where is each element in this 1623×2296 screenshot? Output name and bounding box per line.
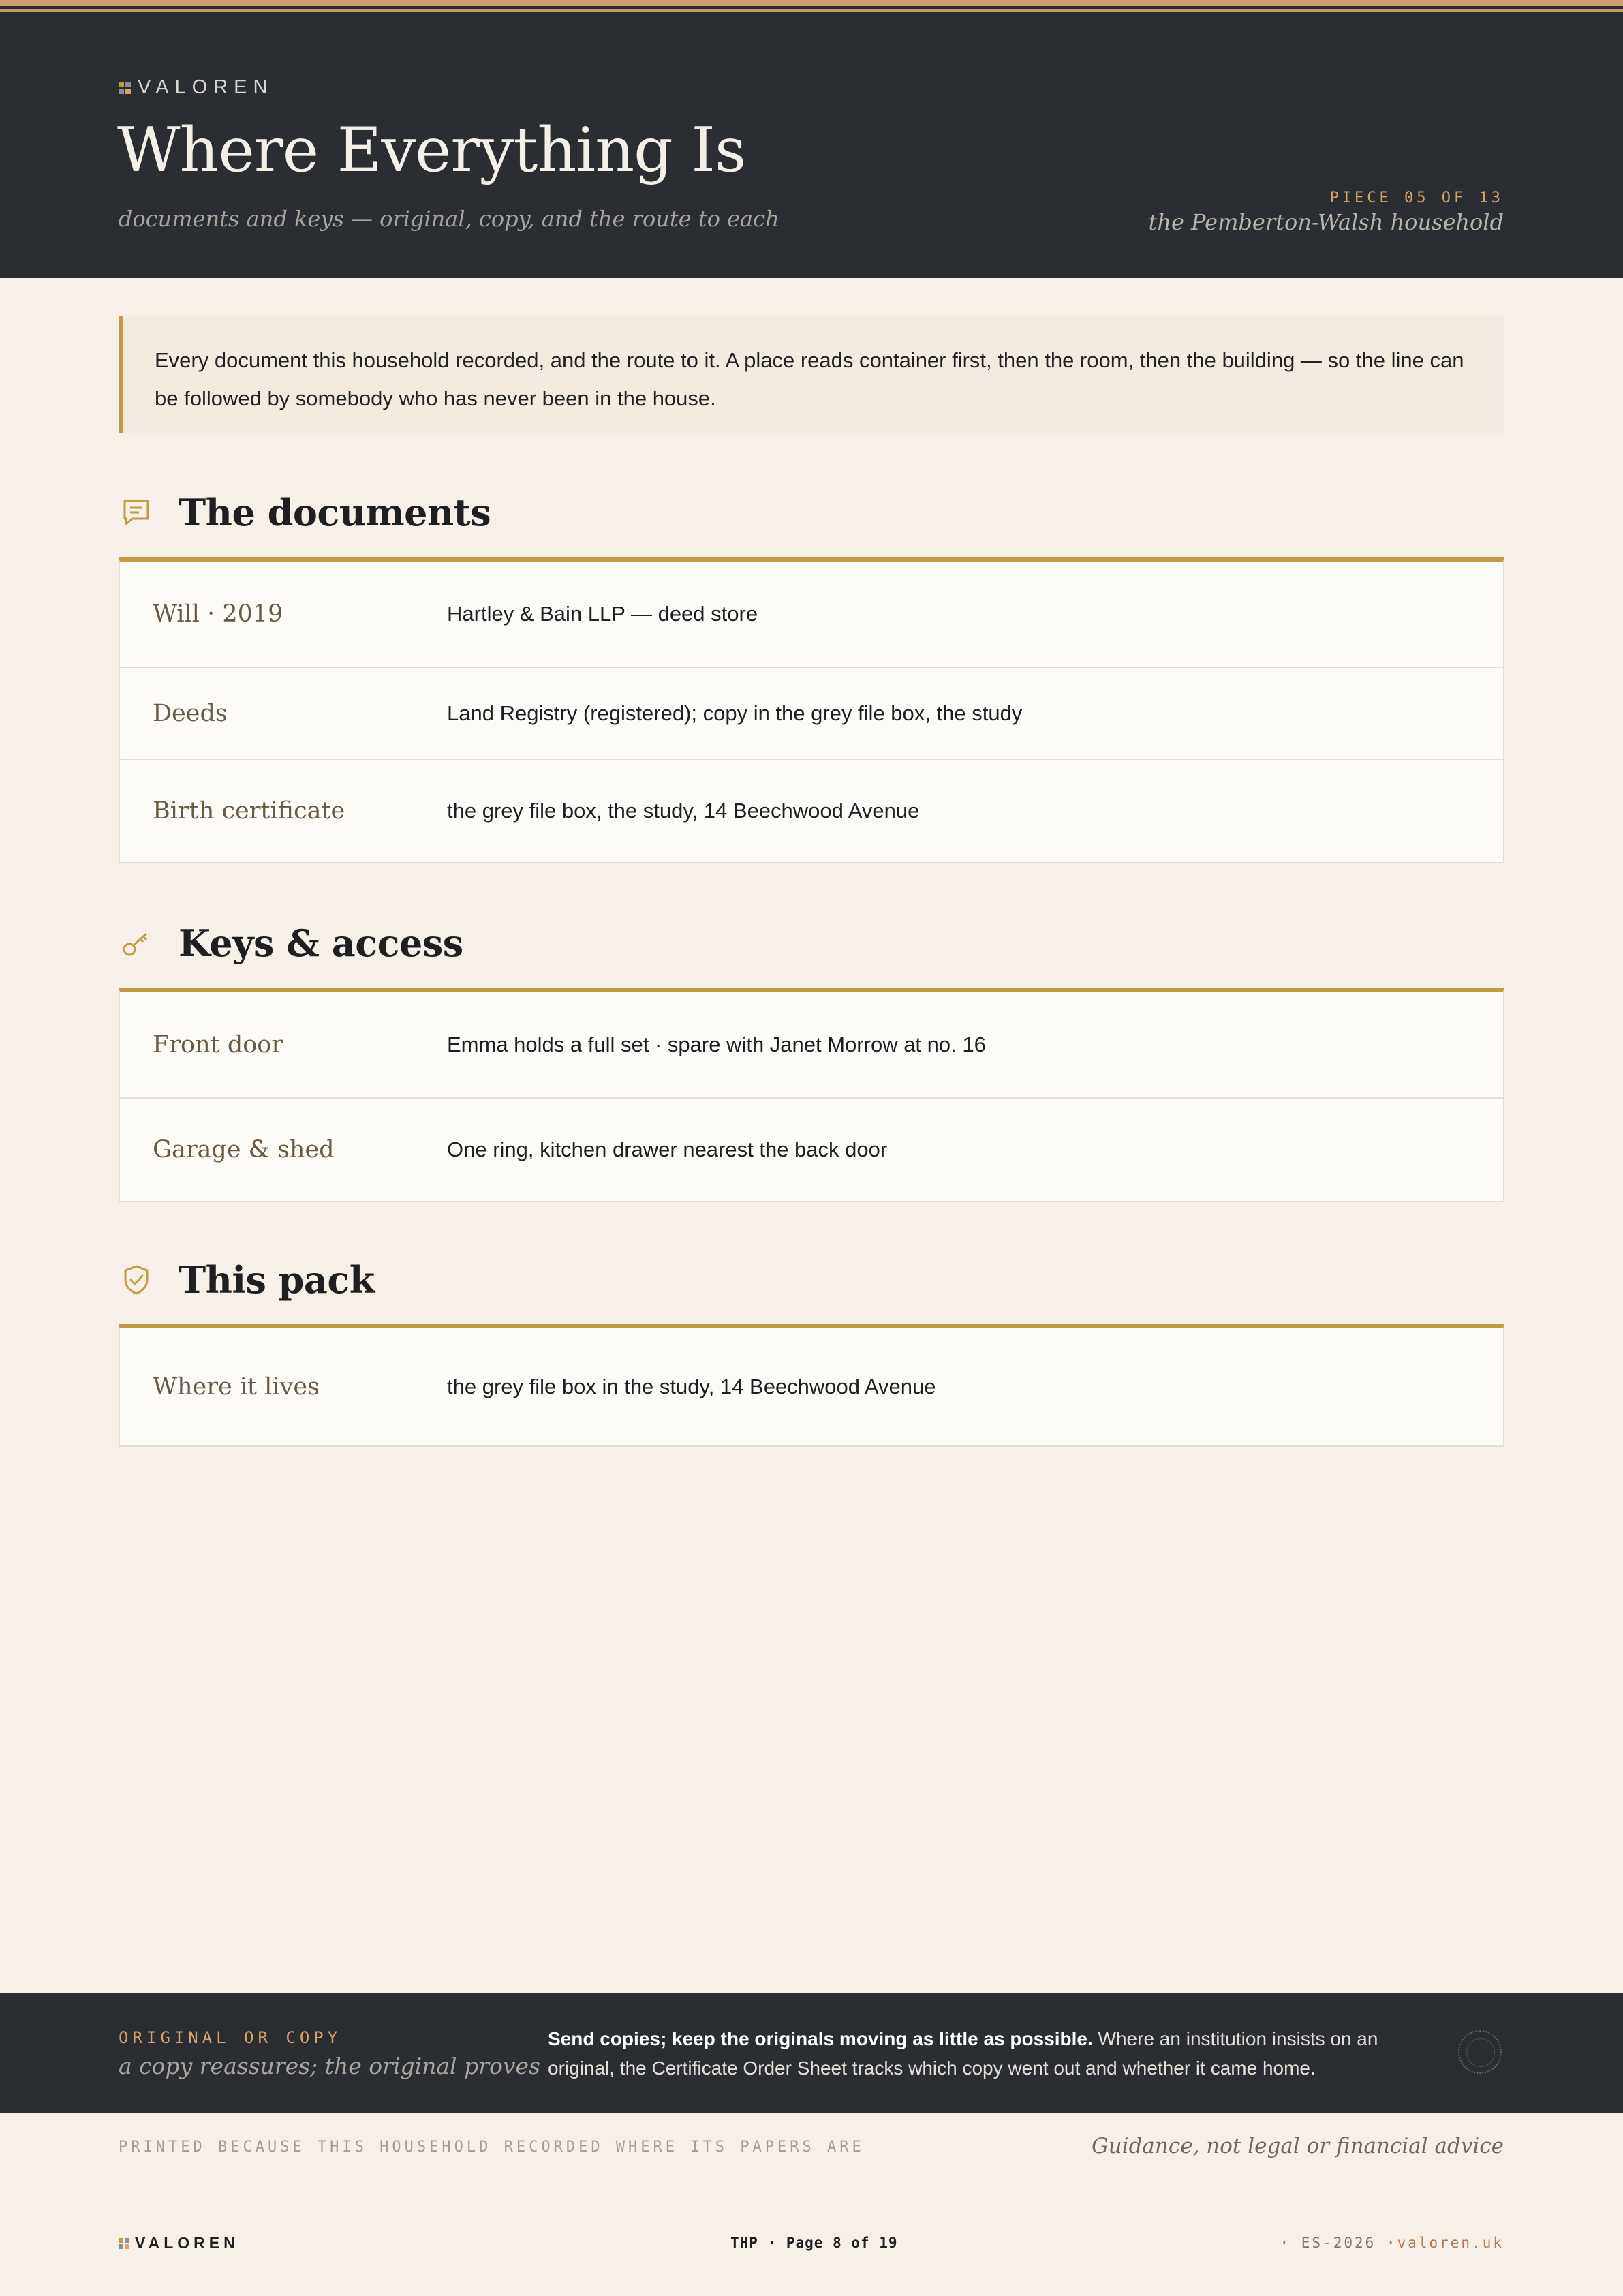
- section-title: Keys & access: [179, 921, 463, 965]
- page-number: THP · Page 8 of 19: [730, 2235, 898, 2251]
- footer-brand-name: VALOREN: [135, 2234, 239, 2252]
- documents-table: [119, 557, 1504, 863]
- header-stripe-thin: [0, 9, 1623, 12]
- brand-logo: [119, 76, 273, 99]
- footer-url[interactable]: valoren.uk: [1397, 2235, 1504, 2251]
- table-row: [120, 562, 1503, 668]
- pack-table: [119, 1324, 1504, 1447]
- table-row: [120, 1099, 1503, 1201]
- original-or-copy-band: [0, 1993, 1623, 2113]
- page-subtitle: documents and keys — original, copy, and the route to each: [119, 206, 779, 232]
- footer-reference: [1280, 2235, 1504, 2251]
- band-note: [548, 2024, 1393, 2083]
- band-kicker: ORIGINAL OR COPY: [119, 2028, 342, 2047]
- intro-callout: Every document this household recorded, and the route to it. A place reads container first, then the room, then the building — so the line can be followed by somebody who has never been in the house.: [119, 316, 1504, 433]
- section-header-keys: [119, 921, 463, 965]
- row-label: Where it lives: [153, 1373, 320, 1400]
- band-note-text: Where an institution insists on an original, the Certificate Order Sheet tracks which copy went out and whether it came home.: [548, 2028, 1378, 2079]
- note-icon: [119, 495, 154, 530]
- table-row: [120, 992, 1503, 1099]
- table-row: [120, 1328, 1503, 1445]
- shield-check-icon: [119, 1262, 154, 1298]
- disclaimer: Guidance, not legal or financial advice: [1091, 2134, 1504, 2158]
- household-name: the Pemberton-Walsh household: [1148, 209, 1504, 235]
- piece-number: PIECE 05 OF 13: [1329, 189, 1504, 206]
- band-kicker-subtitle: a copy reassures; the original proves: [119, 2053, 540, 2079]
- row-label: Birth certificate: [153, 797, 345, 825]
- row-label: Front door: [153, 1030, 283, 1058]
- section-title: The documents: [179, 491, 491, 534]
- section-title: This pack: [179, 1258, 375, 1302]
- section-header-documents: [119, 491, 491, 534]
- table-row: [120, 760, 1503, 862]
- brand-mark-icon: [119, 82, 131, 94]
- row-value: Hartley & Bain LLP — deed store: [447, 602, 758, 626]
- row-value: the grey file box, the study, 14 Beechwood Avenue: [447, 799, 920, 823]
- row-label: Deeds: [153, 699, 228, 727]
- band-note-emphasis: Send copies; keep the originals moving as little as possible.: [548, 2028, 1093, 2049]
- row-value: Land Registry (registered); copy in the grey file box, the study: [447, 701, 1023, 725]
- row-value: One ring, kitchen drawer nearest the back door: [447, 1137, 888, 1161]
- key-icon: [119, 925, 154, 961]
- keys-table: [119, 988, 1504, 1202]
- row-value: Emma holds a full set · spare with Janet Morrow at no. 16: [447, 1032, 986, 1056]
- page-title: Where Everything Is: [117, 114, 746, 186]
- row-value: the grey file box in the study, 14 Beechwood Avenue: [447, 1375, 936, 1398]
- printed-note: PRINTED BECAUSE THIS HOUSEHOLD RECORDED WHERE ITS PAPERS ARE: [119, 2139, 865, 2156]
- section-header-pack: [119, 1258, 375, 1302]
- table-row: [120, 668, 1503, 760]
- footer-code: · ES-2026 ·: [1280, 2235, 1397, 2251]
- row-label: Garage & shed: [153, 1136, 335, 1163]
- footer-brand: [119, 2234, 239, 2252]
- page-header: [0, 0, 1623, 278]
- seal-icon: [1458, 2030, 1502, 2074]
- header-stripe: [0, 0, 1623, 6]
- brand-name: VALOREN: [138, 76, 274, 98]
- brand-mark-icon: [119, 2238, 129, 2249]
- row-label: Will · 2019: [153, 600, 283, 628]
